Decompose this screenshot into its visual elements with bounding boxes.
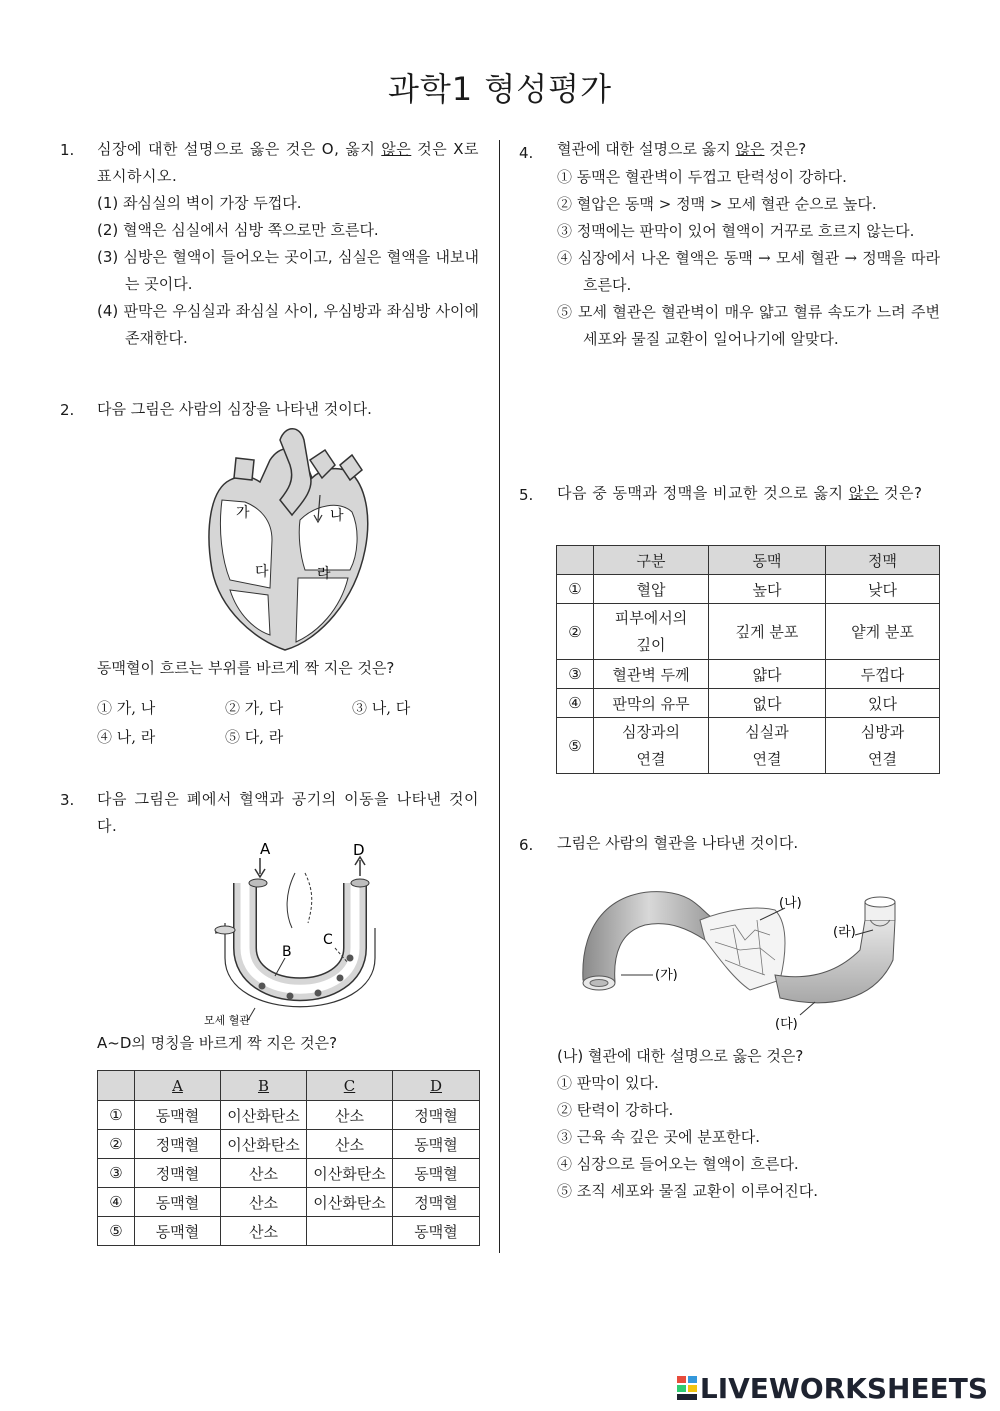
liveworksheets-logo-text: LIVEWORKSHEETS [699, 1372, 988, 1405]
q4-choice-4[interactable]: ④ 심장에서 나온 혈액은 동맥 → 모세 혈관 → 정맥을 따라 흐른다. [557, 249, 940, 294]
q1-item-1: (1) 좌심실의 벽이 가장 두껍다. [97, 194, 302, 212]
q5-cell: ③ [557, 660, 594, 689]
q5-row[interactable] [557, 660, 940, 689]
q5-text [557, 480, 940, 507]
lung-diagram [200, 838, 390, 1033]
q5-cell: 혈압 [594, 575, 709, 604]
q5-cell: ② [557, 604, 594, 660]
q4-text [557, 136, 806, 163]
q5-cell: ① [557, 575, 594, 604]
q1-text [97, 136, 479, 190]
q1-item-3: (3) 심방은 혈액이 들어오는 곳이고, 심실은 혈액을 내보내는 곳이다. [97, 248, 479, 293]
q5-cell: 얇다 [709, 660, 826, 689]
q5-cell: 얕게 분포 [826, 604, 940, 660]
q3-cell: ④ [98, 1188, 135, 1217]
q6-choice-4[interactable]: ④ 심장으로 들어오는 혈액이 흐른다. [557, 1155, 799, 1173]
q4-number: 4. [519, 144, 534, 162]
q2-choice-4[interactable]: ④ 나, 라 [97, 728, 156, 746]
q4-choice-5[interactable]: ⑤ 모세 혈관은 혈관벽이 매우 얇고 혈류 속도가 느려 주변 세포와 물질 교환이 일어나기에 알맞다. [557, 303, 940, 348]
heart-label-na: 나 [330, 508, 344, 524]
q2-choice-3[interactable]: ③ 나, 다 [352, 699, 411, 717]
q3-cell: 산소 [307, 1130, 393, 1159]
q3-cell: 정맥혈 [393, 1188, 480, 1217]
q3-row[interactable] [98, 1188, 480, 1217]
q5-header-artery: 동맥 [709, 546, 826, 575]
vessel-label-da: (다) [775, 1017, 798, 1030]
q5-cell: 낮다 [826, 575, 940, 604]
vessel-label-na: (나) [779, 896, 802, 911]
q3-cell: 산소 [307, 1101, 393, 1130]
q4-text-pre: 혈관에 대한 설명으로 옳지 [557, 140, 736, 158]
q3-cell: 산소 [221, 1188, 307, 1217]
q3-table [97, 1070, 480, 1246]
q5-cell: 없다 [709, 689, 826, 718]
vessel-label-ra: (라) [833, 925, 856, 940]
q3-header-b: B [221, 1071, 307, 1101]
lung-label-d: D [353, 841, 365, 859]
q5-cell: 피부에서의 깊이 [594, 604, 709, 660]
q5-text-underline: 않은 [848, 484, 879, 502]
q3-row[interactable] [98, 1217, 480, 1246]
q5-text-post: 것은? [878, 484, 923, 502]
q5-header-category: 구분 [594, 546, 709, 575]
q3-cell: ① [98, 1101, 135, 1130]
q3-cell: ③ [98, 1159, 135, 1188]
q3-header-c: C [307, 1071, 393, 1101]
q3-header-blank [98, 1071, 135, 1101]
q3-cell: 정맥혈 [135, 1130, 221, 1159]
lung-label-capillary: 모세 혈관 [204, 1014, 251, 1027]
q2-text: 다음 그림은 사람의 심장을 나타낸 것이다. [97, 400, 372, 418]
q3-cell: 산소 [221, 1217, 307, 1246]
q5-cell: ④ [557, 689, 594, 718]
q5-row[interactable] [557, 575, 940, 604]
q4-choice-2[interactable]: ② 혈압은 동맥 > 정맥 > 모세 혈관 순으로 높다. [557, 195, 877, 213]
q3-cell: 이산화탄소 [221, 1130, 307, 1159]
q4-text-post: 것은? [764, 140, 807, 158]
q4-choices [557, 164, 940, 353]
q3-cell: 정맥혈 [393, 1101, 480, 1130]
heart-diagram [200, 420, 380, 655]
liveworksheets-logo[interactable] [676, 1372, 988, 1405]
q5-header-vein: 정맥 [826, 546, 940, 575]
q3-number: 3. [60, 791, 75, 809]
q3-cell: 동맥혈 [393, 1159, 480, 1188]
q3-text: 다음 그림은 폐에서 혈액과 공기의 이동을 나타낸 것이다. [97, 790, 479, 835]
q5-row[interactable] [557, 718, 940, 774]
q6-choice-3[interactable]: ③ 근육 속 깊은 곳에 분포한다. [557, 1128, 760, 1146]
q3-cell: 이산화탄소 [307, 1188, 393, 1217]
q3-question: A~D의 명칭을 바르게 짝 지은 것은? [97, 1034, 338, 1052]
q3-cell: ② [98, 1130, 135, 1159]
q4-choice-3[interactable]: ③ 정맥에는 판막이 있어 혈액이 거꾸로 흐르지 않는다. [557, 222, 915, 240]
q3-cell: 이산화탄소 [307, 1159, 393, 1188]
q3-cell [307, 1217, 393, 1246]
heart-label-ra: 라 [317, 566, 331, 582]
q5-table [556, 545, 940, 774]
q5-text-pre: 다음 중 동맥과 정맥을 비교한 것으로 옳지 [557, 484, 849, 502]
q1-item-2: (2) 혈액은 심실에서 심방 쪽으로만 흐른다. [97, 221, 379, 239]
q5-cell: 깊게 분포 [709, 604, 826, 660]
q3-cell: 동맥혈 [135, 1188, 221, 1217]
q6-number: 6. [519, 836, 534, 854]
heart-label-ga: 가 [236, 505, 250, 521]
lung-label-c: C [323, 932, 333, 948]
heart-label-da: 다 [255, 564, 269, 580]
q1-item-4: (4) 판막은 우심실과 좌심실 사이, 우심방과 좌심방 사이에 존재한다. [97, 302, 479, 347]
q5-cell: 높다 [709, 575, 826, 604]
q6-choice-5[interactable]: ⑤ 조직 세포와 물질 교환이 이루어진다. [557, 1182, 818, 1200]
q5-cell: 심장과의 연결 [594, 718, 709, 774]
q5-number: 5. [519, 486, 534, 504]
q3-cell: 동맥혈 [393, 1130, 480, 1159]
vessel-label-ga: (가) [655, 968, 678, 983]
q3-cell: ⑤ [98, 1217, 135, 1246]
q3-header-a: A [135, 1071, 221, 1101]
q4-text-underline: 않은 [735, 140, 765, 158]
q5-row[interactable] [557, 604, 940, 660]
q6-choice-1[interactable]: ① 판막이 있다. [557, 1074, 659, 1092]
q3-cell: 이산화탄소 [221, 1101, 307, 1130]
q5-cell: 판막의 유무 [594, 689, 709, 718]
lung-label-b: B [282, 944, 292, 960]
q5-cell: 있다 [826, 689, 940, 718]
q2-choice-2[interactable]: ② 가, 다 [225, 699, 284, 717]
q5-cell: 혈관벽 두께 [594, 660, 709, 689]
q5-cell: 심실과 연결 [709, 718, 826, 774]
q2-choice-5[interactable]: ⑤ 다, 라 [225, 728, 284, 746]
q5-header-blank [557, 546, 594, 575]
q3-cell: 동맥혈 [135, 1217, 221, 1246]
page-title: 과학1 형성평가 [387, 70, 612, 108]
q2-number: 2. [60, 401, 75, 419]
q6-choice-2[interactable]: ② 탄력이 강하다. [557, 1101, 674, 1119]
q3-row[interactable] [98, 1130, 480, 1159]
q5-cell: 심방과 연결 [826, 718, 940, 774]
q6-text: 그림은 사람의 혈관을 나타낸 것이다. [557, 834, 799, 852]
q3-cell: 동맥혈 [393, 1217, 480, 1246]
column-divider [499, 140, 500, 1253]
q3-row[interactable] [98, 1101, 480, 1130]
liveworksheets-logo-icon [676, 1375, 698, 1401]
vessel-diagram [575, 880, 930, 1030]
lung-label-a: A [260, 840, 271, 858]
q2-question: 동맥혈이 흐르는 부위를 바르게 짝 지은 것은? [97, 659, 395, 677]
q1-text-post: 것은 X로 표시하시오. [97, 140, 479, 185]
q6-choices [557, 1070, 818, 1205]
q5-row[interactable] [557, 689, 940, 718]
q3-cell: 동맥혈 [135, 1101, 221, 1130]
q3-cell: 산소 [221, 1159, 307, 1188]
q3-row[interactable] [98, 1159, 480, 1188]
q3-cell: 정맥혈 [135, 1159, 221, 1188]
q1-text-underline: 않은 [381, 140, 412, 158]
q5-cell: ⑤ [557, 718, 594, 774]
q3-header-d: D [393, 1071, 480, 1101]
q5-cell: 두껍다 [826, 660, 940, 689]
q1-text-pre: 심장에 대한 설명으로 옳은 것은 O, 옳지 [97, 140, 382, 158]
q6-question: (나) 혈관에 대한 설명으로 옳은 것은? [557, 1047, 804, 1065]
q1-number: 1. [60, 141, 75, 159]
q4-choice-1[interactable]: ① 동맥은 혈관벽이 두껍고 탄력성이 강하다. [557, 168, 847, 186]
q2-choice-1[interactable]: ① 가, 나 [97, 699, 156, 717]
